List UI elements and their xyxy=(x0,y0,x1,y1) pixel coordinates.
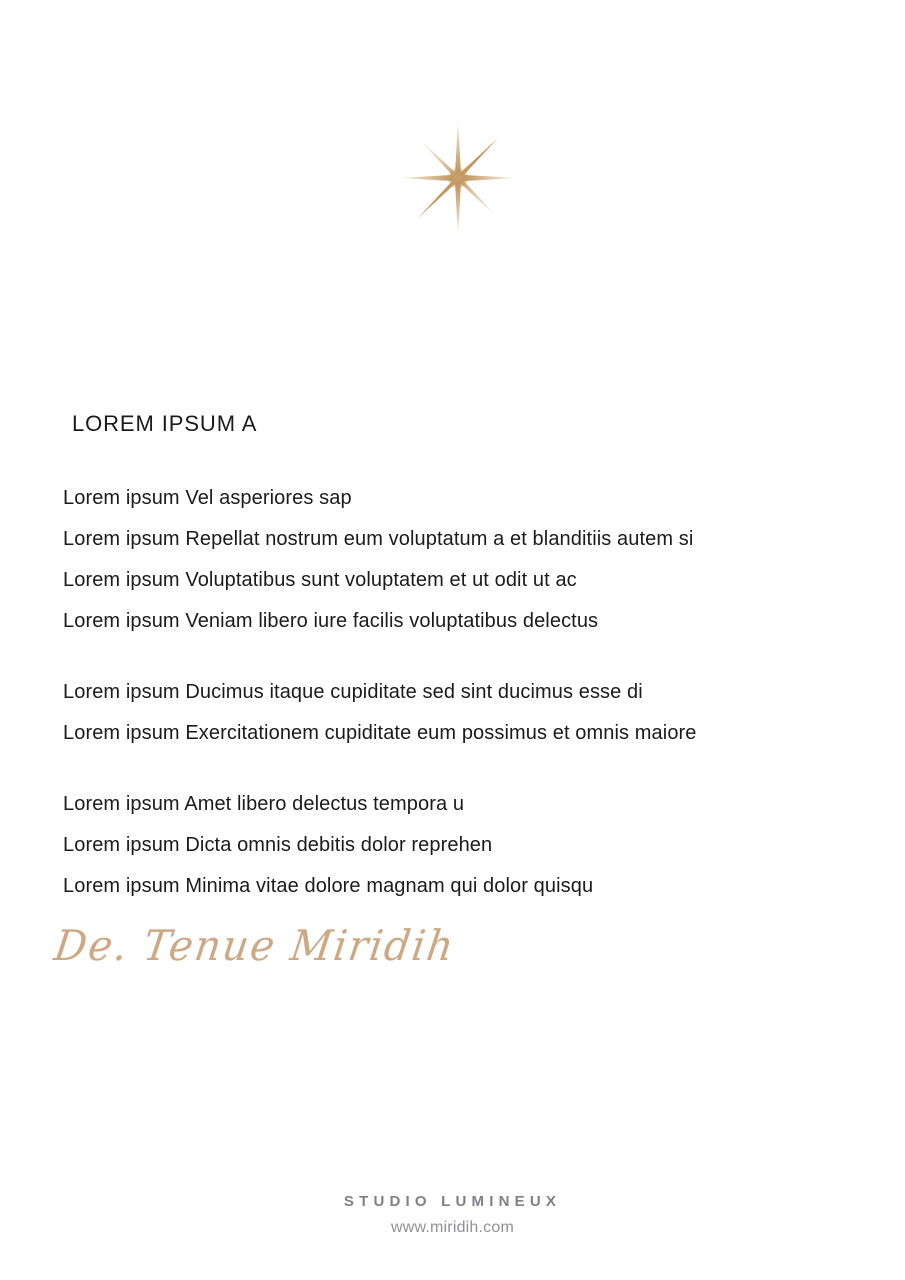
body-line: Lorem ipsum Repellat nostrum eum voluptatum a et blanditiis autem si xyxy=(63,528,694,550)
body-line: Lorem ipsum Vel asperiores sap xyxy=(63,487,352,509)
document-body xyxy=(63,478,863,907)
body-line: Lorem ipsum Dicta omnis debitis dolor reprehen xyxy=(63,834,493,856)
paragraph-block xyxy=(63,478,863,642)
paragraph-block xyxy=(63,784,863,907)
body-line: Lorem ipsum Veniam libero iure facilis voluptatibus delectus xyxy=(63,610,599,632)
footer-website-url: www.miridih.com xyxy=(390,1219,514,1236)
sparkle-star-ornament xyxy=(398,118,518,238)
signature: De. Tenue Miridih xyxy=(51,922,459,971)
document-footer xyxy=(0,1192,905,1240)
body-line: Lorem ipsum Minima vitae dolore magnam qui dolor quisqu xyxy=(63,875,594,897)
document-title: LOREM IPSUM A xyxy=(72,411,258,436)
footer-brand-name: STUDIO LUMINEUX xyxy=(343,1193,562,1210)
body-line: Lorem ipsum Voluptatibus sunt voluptatem et ut odit ut ac xyxy=(63,569,577,591)
paragraph-block xyxy=(63,672,863,754)
body-line: Lorem ipsum Exercitationem cupiditate eum possimus et omnis maiore xyxy=(63,722,697,744)
body-line: Lorem ipsum Ducimus itaque cupiditate sed sint ducimus esse di xyxy=(63,681,643,703)
body-line: Lorem ipsum Amet libero delectus tempora u xyxy=(63,793,465,815)
